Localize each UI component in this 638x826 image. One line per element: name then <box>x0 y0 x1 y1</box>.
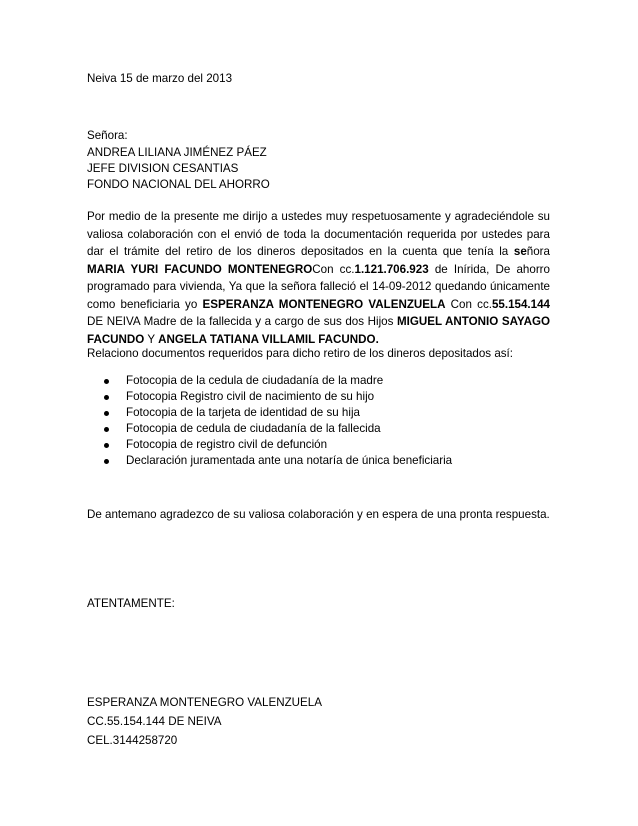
signoff: ATENTAMENTE: <box>87 597 175 610</box>
signature-name: ESPERANZA MONTENEGRO VALENZUELA <box>87 696 322 709</box>
body-paragraph-1 <box>87 208 550 348</box>
bullet-icon <box>104 395 109 400</box>
signature-id: CC.55.154.144 DE NEIVA <box>87 715 222 728</box>
recipient-organization: FONDO NACIONAL DEL AHORRO <box>87 178 270 191</box>
body-line <box>87 226 550 244</box>
bullet-icon <box>104 443 109 448</box>
body-text: Por medio de la presente me dirijo a ustedes muy respetuosamente y agradeciéndole su <box>87 210 550 223</box>
list-item-text: Fotocopia de cedula de ciudadanía de la fallecida <box>126 422 381 435</box>
bullet-icon <box>104 379 109 384</box>
beneficiary-id: 55.154.144 <box>491 297 550 311</box>
date-line: Neiva 15 de marzo del 2013 <box>87 72 233 85</box>
bullet-icon <box>104 459 109 464</box>
body-line <box>87 278 550 296</box>
salutation: Señora: <box>87 129 128 142</box>
recipient-name: ANDREA LILIANA JIMÉNEZ PÁEZ <box>87 146 267 159</box>
body-text: como beneficiaria yo <box>87 297 203 311</box>
list-item-text: Fotocopia de registro civil de defunción <box>126 438 328 451</box>
list-item-text: Declaración juramentada ante una notaría de única beneficiaria <box>126 454 453 467</box>
body-text: Con cc. <box>445 297 492 311</box>
body-line <box>87 296 550 314</box>
signature-phone: CEL.3144258720 <box>87 734 178 747</box>
body-text: programado para vivienda, Ya que la señora falleció el 14-09-2012 quedando únicamente <box>87 280 550 293</box>
bullet-icon <box>104 411 109 416</box>
child-name: FACUNDO <box>87 332 145 346</box>
body-text: dar el trámite del retiro de los dineros depositados en la cuenta que tenía la <box>87 245 514 258</box>
child-name: ANGELA TATIANA VILLAMIL FACUNDO. <box>158 332 379 346</box>
body-text-bold: se <box>513 245 527 258</box>
list-item-text: Fotocopia de la cedula de ciudadanía de la madre <box>126 374 384 387</box>
beneficiary-name: ESPERANZA MONTENEGRO VALENZUELA <box>202 297 446 311</box>
body-text: ñora <box>526 245 550 258</box>
closing-line: De antemano agradezco de su valiosa colaboración y en espera de una pronta respuesta. <box>87 508 550 521</box>
deceased-name: MARIA YURI FACUNDO MONTENEGRO <box>87 262 313 276</box>
list-item-text: Fotocopia Registro civil de nacimiento de su hijo <box>126 390 375 403</box>
deceased-id: 1.121.706.923 <box>354 262 429 276</box>
body-text: DE NEIVA Madre de la fallecida y a cargo de sus dos Hijos <box>87 315 397 328</box>
body-text: valiosa colaboración con el envió de toda la documentación requerida por ustedes para <box>87 227 550 241</box>
body-line <box>87 261 550 279</box>
body-line <box>87 243 550 261</box>
body-text: Con cc. <box>312 262 355 276</box>
list-item-text: Fotocopia de la tarjeta de identidad de su hija <box>126 406 360 419</box>
body-paragraph-2: Relaciono documentos requeridos para dicho retiro de los dineros depositados así: <box>87 347 514 360</box>
body-text: de Inírida, De ahorro <box>428 262 550 276</box>
bullet-icon <box>104 427 109 432</box>
recipient-title: JEFE DIVISION CESANTIAS <box>87 162 239 175</box>
body-line <box>87 208 550 226</box>
body-line <box>87 313 550 331</box>
child-name: MIGUEL ANTONIO SAYAGO <box>397 315 550 328</box>
body-text: Y <box>144 332 159 346</box>
